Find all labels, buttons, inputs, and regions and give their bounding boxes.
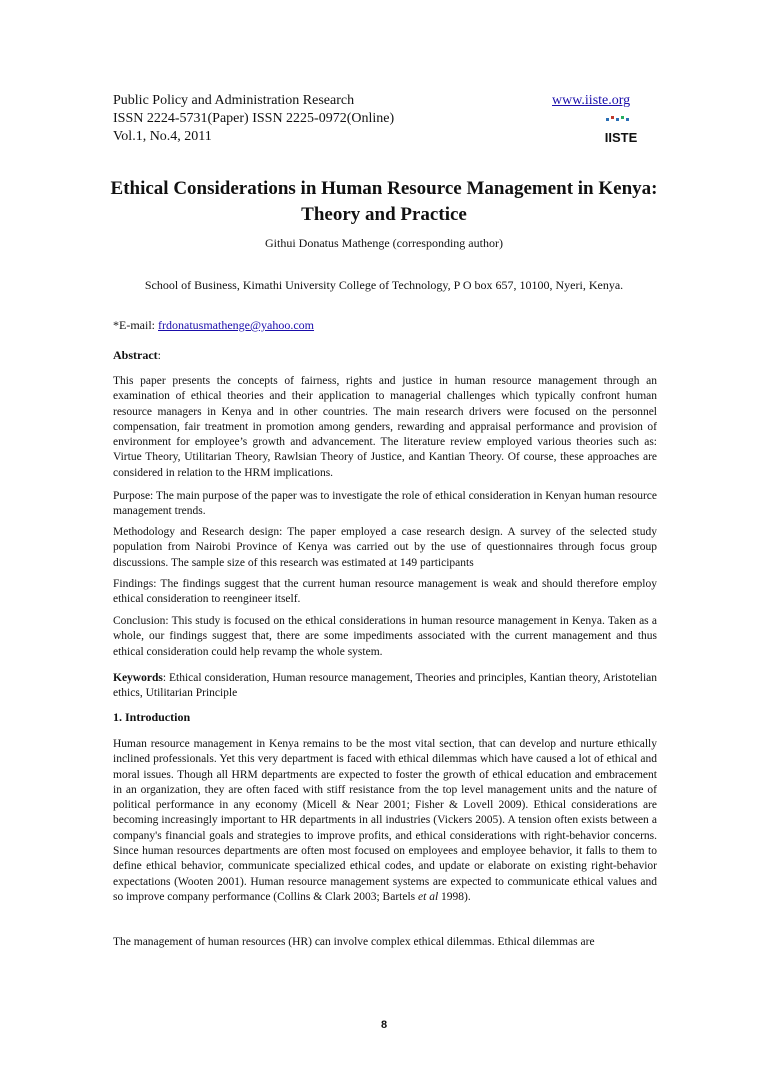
abstract-findings: Findings: The findings suggest that the current human resource management is weak and should therefore employ ethical consideration to reengineer itself. [113, 578, 657, 606]
intro-p1-end: 1998). [438, 890, 471, 903]
journal-url-link[interactable]: www.iiste.org [552, 93, 631, 108]
abstract-heading [113, 348, 657, 363]
author-line: Githui Donatus Mathenge (corresponding author) [265, 236, 503, 250]
keywords-label: Keywords [113, 672, 163, 684]
abstract-heading-label: Abstract [113, 348, 158, 362]
email-line [113, 318, 657, 333]
email-link[interactable]: frdonatusmathenge@yahoo.com [158, 318, 315, 332]
keywords-text: : Ethical consideration, Human resource management, Theories and principles, Kantian theory, Aristotelian ethics, Utilitarian Principle [113, 672, 657, 700]
issn-line: ISSN 2224-5731(Paper) ISSN 2225-0972(Online) [113, 111, 395, 126]
abstract-conclusion: Conclusion: This study is focused on the ethical considerations in human resource management in Kenya. Taken as a whole, our findings suggest that, there are some impediments associated with the current management and thus ethical consideration could help revamp the whole system. [113, 615, 657, 658]
abstract-heading-colon: : [157, 348, 161, 362]
iiste-logo [604, 116, 638, 146]
introduction-paragraph-2: The management of human resources (HR) can involve complex ethical dilemmas. Ethical dilemmas are [113, 936, 595, 948]
journal-name: Public Policy and Administration Research [113, 93, 355, 108]
intro-p1-etal: et al [418, 890, 439, 903]
affiliation-line: School of Business, Kimathi University College of Technology, P O box 657, 10100, Nyeri, Kenya. [144, 278, 624, 292]
introduction-heading: 1. Introduction [113, 710, 191, 724]
email-label: *E-mail: [113, 318, 158, 332]
iiste-logo-text: IISTE [604, 130, 638, 145]
page-number: 8 [380, 1019, 388, 1031]
intro-p1-main: Human resource management in Kenya remains to be the most vital section, that can develop and nurture ethically inclined professionals. Yet this very department is faced with ethical dilemmas which have caused a lot of ethical and moral issues. Though all HRM departments are expected to foster the growth of ethical education and embracement in an organization, they are often faced with stiff resistance from the top level management units and the nature of political performance in any economy (Micell & Near 2001; Fisher & Lovell 2009). Ethical considerations are becoming increasingly important to HR departments in all industries (Vickers 2005). A tension often exists between a company's financial goals and strategies to improve profits, and ethical considerations with right-behavior concerns. Since human resources departments are often most focused on employees and employee behavior, it falls to them to define ethical behavior, communicate specialized ethical codes, and update or elaborate on existing right-behavior expectations (Wooten 2001). Human resource management systems are expected to communicate ethical values and so improve company performance (Collins & Clark 2003; Bartels [113, 738, 657, 903]
abstract-methodology: Methodology and Research design: The paper employed a case research design. A survey of the selected study population from Nairobi Province of Kenya was carried out by the use of questionnaires through focus group discussions. The sample size of this research was estimated at 149 participants [113, 526, 657, 569]
volume-line: Vol.1, No.4, 2011 [113, 129, 212, 144]
abstract-purpose: Purpose: The main purpose of the paper was to investigate the role of ethical consideration in Kenyan human resource management trends. [113, 490, 657, 518]
keywords-line [113, 671, 657, 702]
abstract-body: This paper presents the concepts of fairness, rights and justice in human resource management through an examination of ethical theories and their application to managerial challenges which typically confront human resource managers in Kenya and in other countries. The main research drivers were focused on the personnel compensation, fair treatment in promotion among genders, rewarding and appraisal performance and provision of environment for employee’s growth and advancement. The literature review employed various theories such as: Virtue Theory, Utilitarian Theory, Rawlsian Theory of Justice, and Kantian Theory. Of course, these approaches are considered in relation to the HRM implications. [113, 375, 657, 479]
introduction-paragraph-1 [113, 737, 657, 905]
paper-title: Ethical Considerations in Human Resource Management in Kenya: Theory and Practice [110, 178, 658, 225]
